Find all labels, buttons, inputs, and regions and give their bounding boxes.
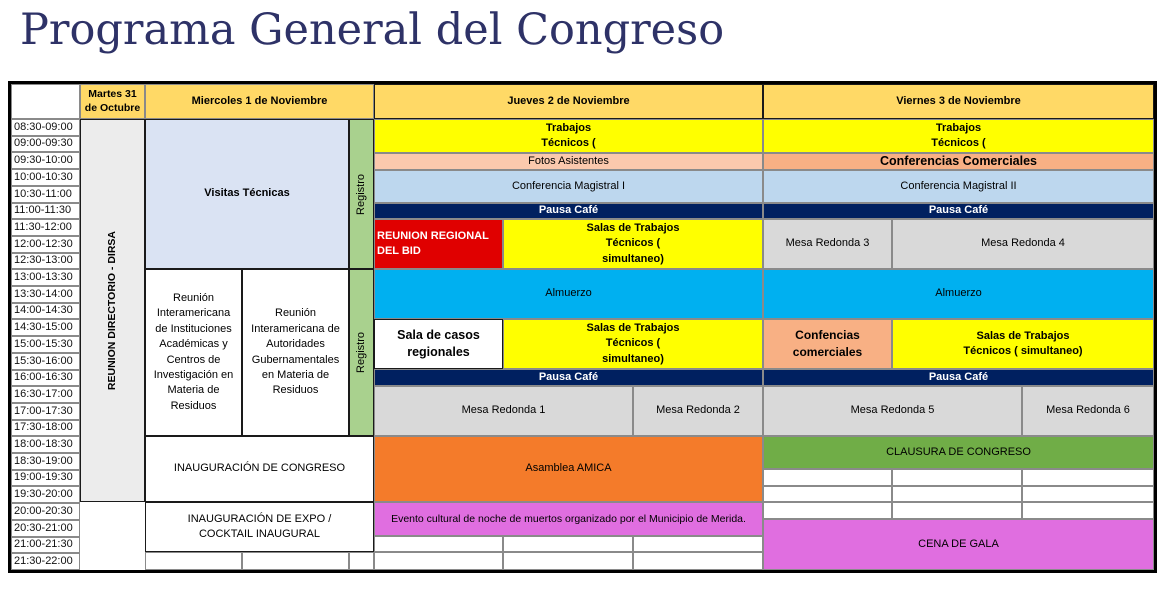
header-day-wednesday: Miercoles 1 de Noviembre: [145, 84, 374, 119]
thursday-empty-d: [374, 552, 503, 570]
time-slot: 20:00-20:30: [11, 503, 80, 520]
thursday-salas-midday: Salas de Trabajos Técnicos ( simultaneo): [503, 219, 763, 269]
wednesday-registro-afternoon: [349, 269, 374, 436]
friday-empty-h: [892, 502, 1022, 519]
time-slot: 15:00-15:30: [11, 336, 80, 353]
thursday-sala-casos-regionales: Sala de casos regionales: [374, 319, 503, 369]
page-title: Programa General del Congreso: [20, 5, 725, 55]
header-day-thursday: Jueves 2 de Noviembre: [374, 84, 763, 119]
time-slot: 15:30-16:00: [11, 353, 80, 370]
friday-mesa-redonda-6: Mesa Redonda 6: [1022, 386, 1154, 436]
time-slot: 09:30-10:00: [11, 152, 80, 169]
wednesday-reunion-academicas: Reunión Interamericana de Instituciones Académicas y Centros de Investigación en Materia de Residuos: [145, 269, 242, 436]
time-slot: 17:00-17:30: [11, 403, 80, 420]
friday-mesa-redonda-3: Mesa Redonda 3: [763, 219, 892, 269]
time-slot: 19:00-19:30: [11, 470, 80, 486]
thursday-fotos-asistentes: Fotos Asistentes: [374, 153, 763, 170]
friday-pausa-cafe-afternoon: Pausa Café: [763, 369, 1154, 386]
friday-mesa-redonda-4: Mesa Redonda 4: [892, 219, 1154, 269]
wednesday-inauguracion-congreso: INAUGURACIÓN DE CONGRESO: [145, 436, 374, 502]
header-day-tuesday: Martes 31 de Octubre: [80, 84, 145, 119]
thursday-mesa-redonda-1: Mesa Redonda 1: [374, 386, 633, 436]
thursday-salas-morning: Trabajos Técnicos (: [374, 119, 763, 153]
friday-salas-afternoon: Salas de Trabajos Técnicos ( simultaneo): [892, 319, 1154, 369]
thursday-empty-a: [374, 536, 503, 552]
friday-empty-a: [763, 469, 892, 486]
time-slot: 17:30-18:00: [11, 420, 80, 436]
thursday-reunion-bid: REUNION REGIONAL DEL BID: [374, 219, 503, 269]
friday-empty-d: [763, 486, 892, 502]
tuesday-reunion-directorio: [80, 119, 145, 502]
time-slot: 12:00-12:30: [11, 236, 80, 253]
friday-pausa-cafe-morning: Pausa Café: [763, 203, 1154, 219]
time-slot: 12:30-13:00: [11, 253, 80, 269]
wednesday-inauguracion-expo: INAUGURACIÓN DE EXPO / COCKTAIL INAUGURAL: [145, 502, 374, 552]
wednesday-empty-2130-b: [242, 552, 349, 570]
friday-empty-g: [763, 502, 892, 519]
time-slot: 20:30-21:00: [11, 520, 80, 537]
time-slot: 14:30-15:00: [11, 319, 80, 336]
thursday-pausa-cafe-afternoon: Pausa Café: [374, 369, 763, 386]
friday-almuerzo: Almuerzo: [763, 269, 1154, 319]
header-day-friday: Viernes 3 de Noviembre: [763, 84, 1154, 119]
thursday-empty-e: [503, 552, 633, 570]
wednesday-registro-morning: [349, 119, 374, 269]
friday-confencias-comerciales: Confencias comerciales: [763, 319, 892, 369]
time-slot: 18:00-18:30: [11, 436, 80, 453]
time-slot: 21:30-22:00: [11, 553, 80, 570]
thursday-empty-b: [503, 536, 633, 552]
friday-empty-e: [892, 486, 1022, 502]
time-slot: 13:30-14:00: [11, 286, 80, 303]
wednesday-visitas-tecnicas: Visitas Técnicas: [145, 119, 349, 269]
thursday-empty-c: [633, 536, 763, 552]
time-slot: 11:30-12:00: [11, 219, 80, 236]
time-slot: 13:00-13:30: [11, 269, 80, 286]
friday-empty-f: [1022, 486, 1154, 502]
friday-salas-morning: Trabajos Técnicos (: [763, 119, 1154, 153]
schedule-table: [8, 81, 1157, 573]
thursday-asamblea-amica: Asamblea AMICA: [374, 436, 763, 502]
time-slot: 10:30-11:00: [11, 186, 80, 203]
header-corner: [11, 84, 80, 119]
friday-conferencia-magistral: Conferencia Magistral II: [763, 170, 1154, 203]
wednesday-empty-2130-c: [349, 552, 374, 570]
time-slot: 21:00-21:30: [11, 537, 80, 553]
friday-conferencias-comerciales: Conferencias Comerciales: [763, 153, 1154, 170]
friday-clausura-congreso: CLAUSURA DE CONGRESO: [763, 436, 1154, 469]
time-slot: 08:30-09:00: [11, 119, 80, 136]
registro-morning-label: Registro: [354, 173, 367, 215]
friday-empty-b: [892, 469, 1022, 486]
reunion-directorio-label: REUNION DIRECTORIO - DIRSA: [106, 230, 119, 391]
thursday-salas-afternoon: Salas de Trabajos Técnicos ( simultaneo): [503, 319, 763, 369]
time-slot: 14:00-14:30: [11, 303, 80, 319]
time-slot: 16:00-16:30: [11, 370, 80, 386]
time-slot: 19:30-20:00: [11, 486, 80, 503]
friday-empty-i: [1022, 502, 1154, 519]
friday-empty-c: [1022, 469, 1154, 486]
thursday-evento-cultural: Evento cultural de noche de muertos organizado por el Municipio de Merida.: [374, 502, 763, 536]
registro-afternoon-label: Registro: [354, 332, 367, 373]
time-slot: 16:30-17:00: [11, 386, 80, 403]
thursday-mesa-redonda-2: Mesa Redonda 2: [633, 386, 763, 436]
thursday-almuerzo: Almuerzo: [374, 269, 763, 319]
thursday-empty-f: [633, 552, 763, 570]
schedule-grid: [11, 84, 1154, 570]
friday-mesa-redonda-5: Mesa Redonda 5: [763, 386, 1022, 436]
time-slot: 11:00-11:30: [11, 203, 80, 219]
time-slot: 18:30-19:00: [11, 453, 80, 470]
thursday-pausa-cafe-morning: Pausa Café: [374, 203, 763, 219]
wednesday-reunion-autoridades: Reunión Interamericana de Autoridades Gubernamentales en Materia de Residuos: [242, 269, 349, 436]
wednesday-empty-2130-a: [145, 552, 242, 570]
time-slot: 10:00-10:30: [11, 169, 80, 186]
time-slot: 09:00-09:30: [11, 136, 80, 152]
friday-cena-de-gala: CENA DE GALA: [763, 519, 1154, 570]
thursday-conferencia-magistral: Conferencia Magistral I: [374, 170, 763, 203]
